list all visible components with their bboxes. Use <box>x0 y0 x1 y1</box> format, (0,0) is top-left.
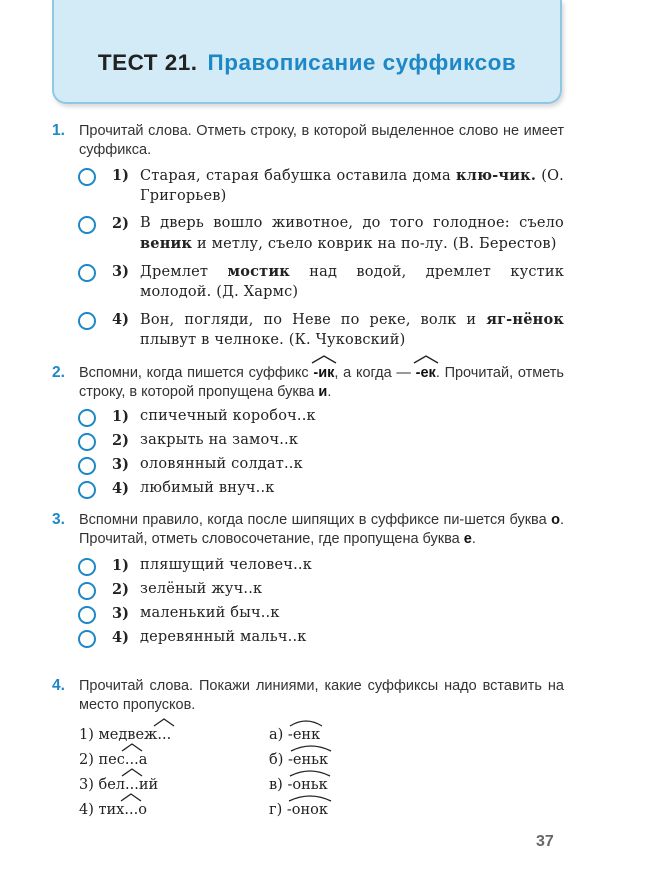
question-text: Вспомни правило, когда после шипящих в суффиксе пи-шется буква о. Прочитай, отметь словосочетание, где пропущена буква е. <box>79 512 564 547</box>
word-item[interactable]: 4) тих ...о <box>79 802 147 818</box>
arc-icon <box>412 355 440 364</box>
question-2 <box>52 364 564 503</box>
answer-option[interactable]: 1) пляшущий человеч..к <box>52 556 564 576</box>
option-text: пляшущий человеч..к <box>140 557 312 573</box>
arc-icon <box>289 768 331 777</box>
arc-icon <box>121 768 143 777</box>
test-header <box>52 0 562 104</box>
option-text: Вон, погляди, по Неве по реке, волк и яг-нёнок плывут в челноке. (К. Чуковский) <box>140 311 564 348</box>
option-text: зелёный жуч..к <box>140 581 263 597</box>
radio-button[interactable] <box>78 606 96 624</box>
suffix-item[interactable]: в) - оньк <box>269 777 328 793</box>
arc-icon <box>310 355 338 364</box>
question-number: 3. <box>52 511 65 528</box>
question-text: Вспомни, когда пишется суффикс -ик, а когда — -ек. Прочитай, отметь строку, в которой пропущена буква и. <box>79 364 564 402</box>
option-text: Дремлет мостик над водой, дремлет кустик молодой. (Д. Хармс) <box>140 263 565 300</box>
arc-icon <box>153 718 175 727</box>
arc-icon <box>288 793 332 802</box>
radio-button[interactable] <box>78 409 96 427</box>
arc-icon <box>120 793 142 802</box>
question-number: 4. <box>52 677 65 694</box>
option-text: любимый внуч..к <box>140 480 275 496</box>
radio-button[interactable] <box>78 216 96 234</box>
suffix-arc: -ек <box>416 364 436 383</box>
option-text: маленький быч..к <box>140 605 280 621</box>
word-item[interactable]: 1) медвеж ... <box>79 727 171 743</box>
page-title <box>54 50 560 76</box>
radio-button[interactable] <box>78 433 96 451</box>
answer-option[interactable]: 4) деревянный мальч..к <box>52 628 564 648</box>
question-text: Прочитай слова. Отметь строку, в которой выделенное слово не имеет суффикса. <box>79 123 564 158</box>
arc-icon <box>289 718 323 727</box>
word-item[interactable]: 3) бел ...ий <box>79 777 158 793</box>
arc-icon <box>121 743 143 752</box>
option-text: деревянный мальч..к <box>140 629 307 645</box>
radio-button[interactable] <box>78 168 96 186</box>
radio-button[interactable] <box>78 264 96 282</box>
option-text: В дверь вошло животное, до того голодное: съело веник и метлу, съело коврик на по-лу. (В. Берестов) <box>140 215 564 252</box>
question-3 <box>52 511 564 652</box>
answer-option[interactable]: 1) спичечный коробоч..к <box>52 407 564 427</box>
answer-option[interactable]: 3) Дремлет мостик над водой, дремлет кустик молодой. (Д. Хармс) <box>52 262 564 302</box>
answer-option[interactable]: 3) маленький быч..к <box>52 604 564 624</box>
answer-option[interactable]: 2) В дверь вошло животное, до того голодное: съело веник и метлу, съело коврик на по-лу. (В. Берестов) <box>52 214 564 254</box>
page-number: 37 <box>536 833 554 850</box>
word-item[interactable]: 2) пес ...а <box>79 752 147 768</box>
radio-button[interactable] <box>78 630 96 648</box>
radio-button[interactable] <box>78 481 96 499</box>
answer-option[interactable]: 4) Вон, погляди, по Неве по реке, волк и яг-нёнок плывут в челноке. (К. Чуковский) <box>52 310 564 350</box>
radio-button[interactable] <box>78 457 96 475</box>
radio-button[interactable] <box>78 312 96 330</box>
answer-option[interactable]: 4) любимый внуч..к <box>52 479 564 499</box>
answer-option[interactable]: 2) зелёный жуч..к <box>52 580 564 600</box>
arc-icon <box>290 743 332 752</box>
answer-option[interactable]: 2) закрыть на замоч..к <box>52 431 564 451</box>
test-topic: Правописание суффиксов <box>207 50 517 75</box>
option-text: Старая, старая бабушка оставила дома клю-чик. (О. Григорьев) <box>140 167 564 204</box>
question-number: 2. <box>52 364 65 381</box>
suffix-item[interactable]: а) - енк <box>269 727 320 743</box>
answer-option[interactable]: 3) оловянный солдат..к <box>52 455 564 475</box>
radio-button[interactable] <box>78 582 96 600</box>
match-row <box>79 798 564 823</box>
option-text: закрыть на замоч..к <box>140 432 299 448</box>
suffix-item[interactable]: б) - еньк <box>269 752 328 768</box>
question-1 <box>52 122 564 358</box>
test-label: ТЕСТ 21. <box>97 50 198 75</box>
matching-exercise <box>79 723 564 823</box>
suffix-arc: -ик <box>313 364 334 383</box>
option-text: спичечный коробоч..к <box>140 408 316 424</box>
question-text: Прочитай слова. Покажи линиями, какие суффиксы надо вставить на место пропусков. <box>79 678 564 713</box>
option-text: оловянный солдат..к <box>140 456 303 472</box>
question-number: 1. <box>52 122 65 139</box>
suffix-item[interactable]: г) - онок <box>269 802 328 818</box>
answer-option[interactable]: 1) Старая, старая бабушка оставила дома клю-чик. (О. Григорьев) <box>52 166 564 206</box>
question-4 <box>52 677 564 823</box>
radio-button[interactable] <box>78 558 96 576</box>
